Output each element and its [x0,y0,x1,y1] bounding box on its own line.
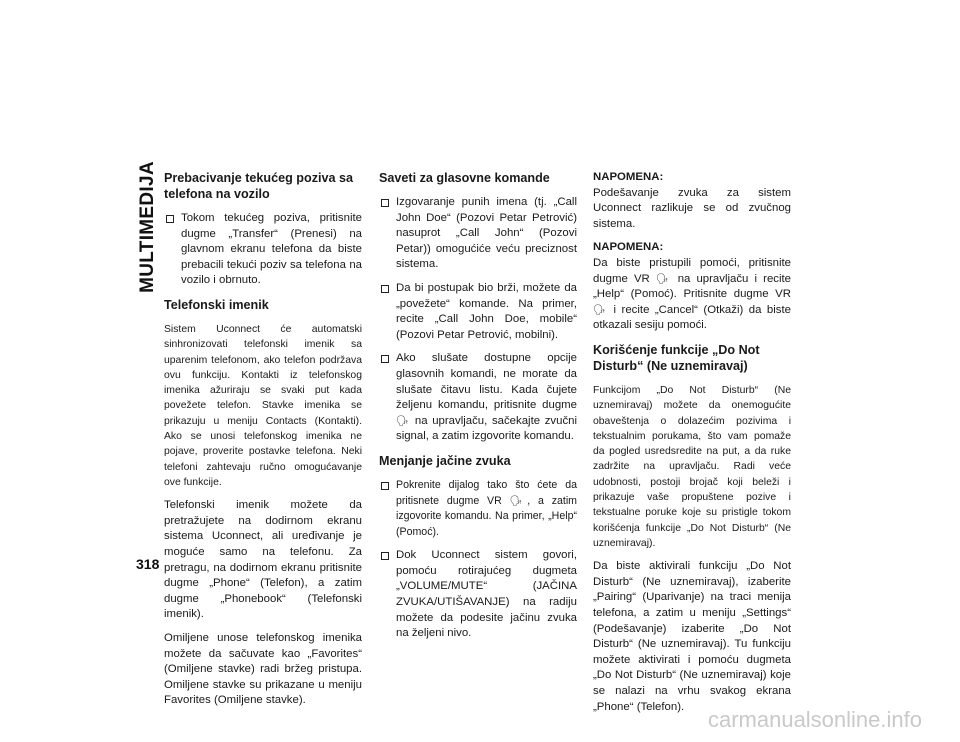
bullet-text: Ako slušate dostupne opcije glasovnih komandi, ne morate da slušate čitavu listu. Kada čujete željenu komandu, pritisnite dugme [396,352,577,412]
heading-voice-tips: Saveti za glasovne komande [379,171,550,185]
paragraph-phonebook-search: Telefonski imenik možete da pretražujete na dodirnom ekranu sistema Uconnect, ali uređivanje je moguće samo na telefonu. Za pretragu, na dodirnom ekranu pritisnite dugme „Phone“ (Telefon), a zatim dugme „Phonebook“ (Telefonski imenik). [164,499,362,621]
bullet-box-icon [381,482,389,490]
bullet-text: na upravljaču, sačekajte zvučni signal, a zatim izgovorite komandu. [396,414,578,443]
heading-volume: Menjanje jačine zvuka [379,453,511,468]
column-3 [593,170,791,723]
heading-call-transfer: Prebacivanje tekućeg poziva sa telefona na vozilo [164,171,353,201]
note-title: NAPOMENA: [593,171,664,183]
watermark: carmanualsonline.info [707,707,922,732]
bullet-item [379,195,577,273]
bullet-text: Pokrenite dijalog tako što ćete da pritisnete dugme VR [396,478,577,507]
note-text-part: na upravljaču i recite „Help“ (Pomoć). Pritisnite dugme VR [593,272,792,301]
voice-command-icon: 🗣 [655,273,672,285]
voice-end-icon: 🗣 [593,304,609,316]
bullet-text: Izgovaranje punih imena (tj. „Call John Doe“ (Pozovi Petar Petrović) nasuprot „Call John“ (Pozovi Petar)) omogućiće veću preciznost sistema. [396,196,577,271]
bullet-text: Tokom tekućeg poziva, pritisnite dugme „Transfer“ (Prenesi) na glavnom ekranu telefona da biste prebacili tekući poziv sa telefona na vozilo i obrnuto. [181,212,362,287]
section-side-tab-label: MULTIMEDIJA [137,161,158,293]
bullet-box-icon [381,199,389,207]
page-number: 318 [136,556,160,572]
bullet-item [379,478,577,540]
bullet-text: Da bi postupak bio brži, možete da „povežete“ komande. Na primer, recite „Call John Doe, mobile“ (Pozovi Petar Petrović, mobilni). [396,281,577,341]
heading-phonebook: Telefonski imenik [164,297,269,312]
bullet-box-icon [381,285,389,293]
bullet-box-icon [381,552,389,560]
paragraph-phonebook-sync: Sistem Uconnect će automatski sinhronizovati telefonski imenik sa uparenim telefonom, ako telefon podržava ovu funkciju. Kontakti iz telefonskog imenika ažuriraju se svaki put kada povežete telefon. Stavke imenika se prikazuju u meniju Contacts (Kontakti). Ako se unosi telefonskog imenika ne pojave, proverite postavke telefona. Neki telefoni zahtevaju ručno omogućavanje ove funkcije. [164,323,362,488]
bullet-item [379,351,577,445]
paragraph-favorites: Omiljene unose telefonskog imenika možete da sačuvate kao „Favorites“ (Omiljene stavke) radi bržeg pristupa. Omiljene stavke su prikazane u meniju Favorites (Omiljene stavke). [164,631,362,707]
bullet-text: , a zatim izgovorite komandu. Na primer, „Help“ (Pomoć). [396,494,578,538]
bullet-item [164,211,362,289]
bullet-item [379,548,577,642]
bullet-text: Dok Uconnect sistem govori, pomoću rotirajućeg dugmeta „VOLUME/MUTE“ (JAČINA ZVUKA/UTIŠAVANJE) na radiju možete da podesite jačinu zvuka na željeni nivo. [396,549,577,640]
voice-command-icon: 🗣 [509,495,528,507]
bullet-box-icon [166,215,174,223]
bullet-box-icon [381,355,389,363]
paragraph-dnd-activation: Da biste aktivirali funkciju „Do Not Disturb“ (Ne uznemiravaj), izaberite „Pairing“ (Uparivanje) na traci menija telefona, a zatim u meniju „Settings“ (Podešavanje) izaberite „Do Not Disturb“ (Ne uznemiravaj). Tu funkciju možete aktivirati i pomoću dugmeta „Do Not Disturb“ (Ne uznemiravaj) koje se nalazi na vrhu svakog ekrana „Phone“ (Telefon). [593,560,791,713]
voice-command-icon: 🗣 [396,415,411,427]
paragraph-dnd-description: Funkcijom „Do Not Disturb“ (Ne uznemiravaj) možete da onemogućite obaveštenja o dolazećim pozivima i tekstualnim porukama, što vam pomaže da pogled usredsredite na put, a da ruke zadržite na upravljaču. Radi veće udobnosti, postoji brojač koji beleži i prikazuje vaše propuštene pozive i tekstualne poruke koje su pristigle tokom korišćenja funkcije „Do Not Disturb“ (Ne uznemiravaj). [593,384,791,549]
note-text: Podešavanje zvuka za sistem Uconnect razlikuje se od zvučnog sistema. [593,186,791,230]
column-2 [379,170,577,650]
note-text-part: Da biste pristupili pomoći, pritisnite dugme VR [593,256,791,285]
bullet-item [379,281,577,343]
section-side-tab [137,162,159,292]
note-text-part: i recite „Cancel“ (Otkaži) da biste otkazali sesiju pomoći. [593,303,791,332]
note-title: NAPOMENA: [593,241,664,254]
note-text [593,256,791,334]
heading-do-not-disturb: Korišćenje funkcije „Do Not Disturb“ (Ne uznemiravaj) [593,342,760,373]
column-1 [164,170,362,717]
